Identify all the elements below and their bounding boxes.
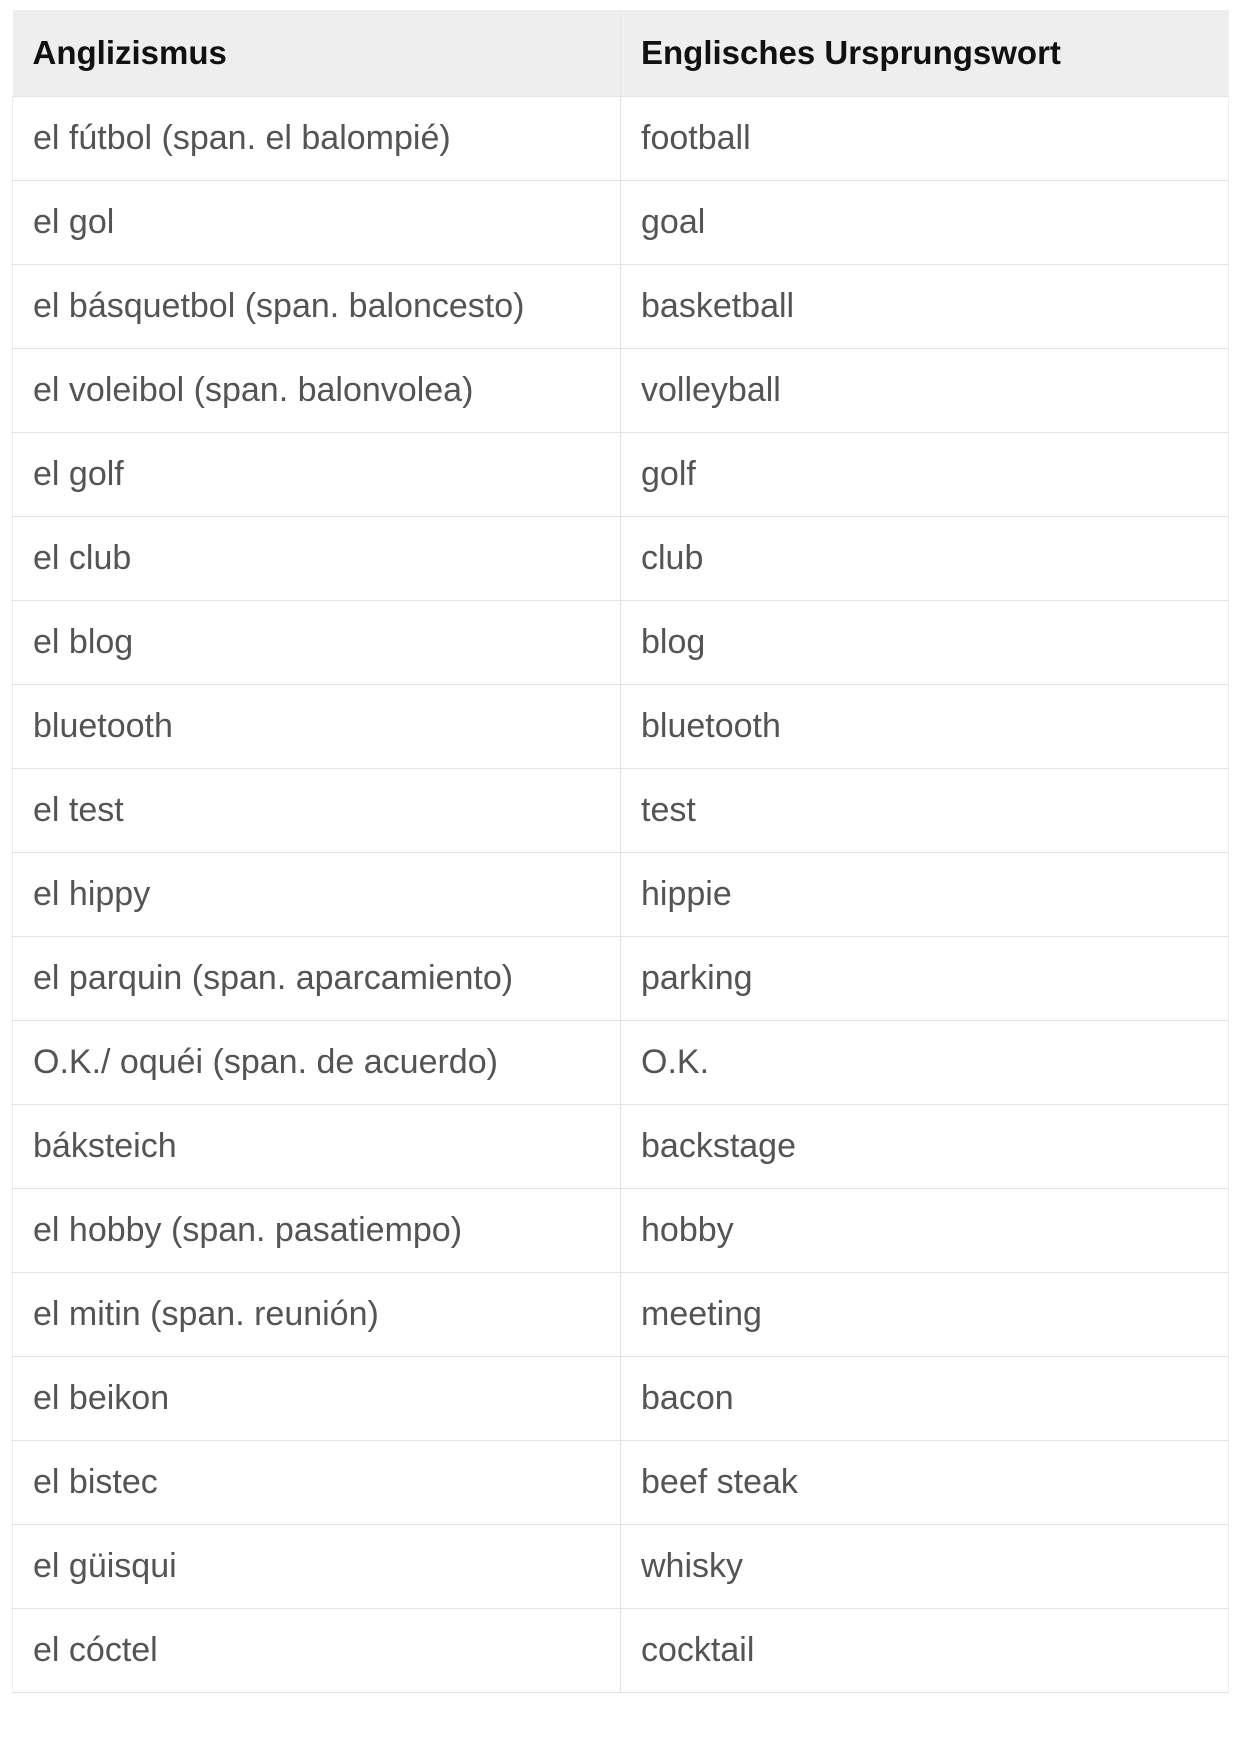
cell-english-origin: test: [621, 768, 1229, 852]
table-row: [13, 432, 1229, 516]
cell-anglicism: el golf: [13, 432, 621, 516]
table-row: [13, 1440, 1229, 1524]
cell-anglicism: el mitin (span. reunión): [13, 1272, 621, 1356]
table-row: [13, 1608, 1229, 1692]
cell-english-origin: football: [621, 96, 1229, 180]
table-row: [13, 600, 1229, 684]
cell-anglicism: el gol: [13, 180, 621, 264]
cell-anglicism: el hippy: [13, 852, 621, 936]
table-row: [13, 180, 1229, 264]
cell-english-origin: backstage: [621, 1104, 1229, 1188]
table-row: [13, 1020, 1229, 1104]
cell-anglicism: el bistec: [13, 1440, 621, 1524]
cell-english-origin: whisky: [621, 1524, 1229, 1608]
cell-english-origin: blog: [621, 600, 1229, 684]
cell-anglicism: el básquetbol (span. baloncesto): [13, 264, 621, 348]
cell-english-origin: volleyball: [621, 348, 1229, 432]
table-row: [13, 936, 1229, 1020]
table-row: [13, 852, 1229, 936]
cell-anglicism: bluetooth: [13, 684, 621, 768]
cell-english-origin: basketball: [621, 264, 1229, 348]
cell-anglicism: el hobby (span. pasatiempo): [13, 1188, 621, 1272]
table-row: [13, 1104, 1229, 1188]
cell-english-origin: cocktail: [621, 1608, 1229, 1692]
header-english-origin: Englisches Ursprungswort: [621, 10, 1229, 96]
cell-english-origin: bacon: [621, 1356, 1229, 1440]
cell-anglicism: el club: [13, 516, 621, 600]
cell-anglicism: el fútbol (span. el balompié): [13, 96, 621, 180]
table-row: [13, 684, 1229, 768]
header-anglicism: Anglizismus: [13, 10, 621, 96]
cell-anglicism: el blog: [13, 600, 621, 684]
cell-english-origin: O.K.: [621, 1020, 1229, 1104]
table-row: [13, 516, 1229, 600]
table-row: [13, 768, 1229, 852]
cell-english-origin: golf: [621, 432, 1229, 516]
cell-anglicism: el cóctel: [13, 1608, 621, 1692]
cell-english-origin: goal: [621, 180, 1229, 264]
table-row: [13, 348, 1229, 432]
table-row: [13, 1356, 1229, 1440]
table-row: [13, 1272, 1229, 1356]
cell-english-origin: bluetooth: [621, 684, 1229, 768]
table-body: [13, 96, 1229, 1692]
anglicisms-table-container: [12, 10, 1228, 1693]
cell-anglicism: el güisqui: [13, 1524, 621, 1608]
table-row: [13, 96, 1229, 180]
table-row: [13, 1188, 1229, 1272]
cell-anglicism: el beikon: [13, 1356, 621, 1440]
cell-english-origin: hippie: [621, 852, 1229, 936]
cell-english-origin: meeting: [621, 1272, 1229, 1356]
cell-anglicism: báksteich: [13, 1104, 621, 1188]
cell-english-origin: club: [621, 516, 1229, 600]
cell-anglicism: el parquin (span. aparcamiento): [13, 936, 621, 1020]
cell-anglicism: el voleibol (span. balonvolea): [13, 348, 621, 432]
cell-english-origin: hobby: [621, 1188, 1229, 1272]
header-row: [13, 10, 1229, 96]
table-header: [13, 10, 1229, 96]
cell-anglicism: el test: [13, 768, 621, 852]
cell-anglicism: O.K./ oquéi (span. de acuerdo): [13, 1020, 621, 1104]
cell-english-origin: parking: [621, 936, 1229, 1020]
table-row: [13, 264, 1229, 348]
cell-english-origin: beef steak: [621, 1440, 1229, 1524]
table-row: [13, 1524, 1229, 1608]
anglicisms-table: [12, 10, 1229, 1693]
